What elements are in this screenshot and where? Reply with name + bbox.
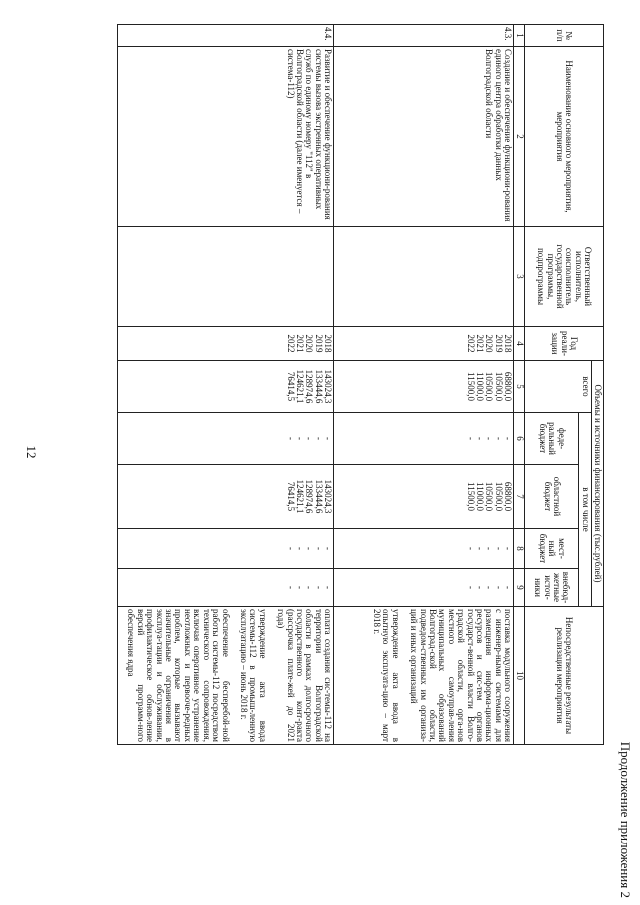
- header-executor: Ответственный исполнитель, соисполнитель государственной программы, подпрограммы: [525, 227, 604, 327]
- column-number: 5: [514, 361, 525, 413]
- column-number: 1: [514, 25, 525, 47]
- year-value: 2019: [493, 334, 504, 353]
- local-value: -: [474, 547, 485, 550]
- extra-list: [118, 569, 334, 607]
- years-list: [118, 327, 334, 361]
- extra-value: -: [285, 586, 296, 589]
- local-value: -: [304, 547, 315, 550]
- year-value: 2021: [474, 334, 485, 353]
- federal-value: -: [493, 437, 504, 440]
- executor: [334, 227, 514, 327]
- extra-value: -: [323, 586, 334, 589]
- result-text: утверждение акта ввода системы-112 в промыш-ленную эксплуатацию – июнь 2018 г.: [238, 609, 268, 742]
- header-total: всего: [525, 361, 591, 413]
- result-text: поставка модульного сооружения с инженер-ными системами для размещения информа-ционных ресурсов и сис-тем органов государст-венной власти Волго-градской области, орга-нов местного самоуправ-ления муниципальных образований Волгоград-ской области, подведом-ственных им организа-ций и иных организаций: [409, 609, 514, 742]
- extra-value: -: [484, 586, 495, 589]
- total-value: 10500,0: [484, 371, 495, 402]
- extra-value: -: [294, 586, 305, 589]
- local-value: -: [294, 547, 305, 550]
- federal-value: -: [304, 437, 315, 440]
- result-text: оплата создания сис-темы-112 на территории Волгоградской области в рамках долгосрочного государственного конт-ракта (рассрочка плате-жей до 2021 года): [276, 609, 334, 742]
- column-number: 7: [514, 465, 525, 529]
- extra-value: -: [304, 586, 315, 589]
- federal-value: -: [503, 437, 514, 440]
- extra-value: -: [474, 586, 485, 589]
- total-value: 143024,3: [323, 369, 334, 404]
- header-local: мест-ный бюджет: [525, 529, 579, 569]
- year-value: 2019: [313, 334, 324, 353]
- results-cell: [118, 607, 334, 745]
- regional-value: 10500,0: [484, 481, 495, 512]
- federal-value: -: [484, 437, 495, 440]
- results-cell: [334, 607, 514, 745]
- result-text: обеспечение бесперебой-ной работы системы-112 посредством технического сопровождения, включая оперативное устранение неотложных и первооче-редных проблем, которые вызывают значительные ограничения в эксплуа-тации и обслуживании, профилактическое обнов-ление версий программ-ного обеспечения ядра: [126, 609, 231, 742]
- local-list: [334, 529, 514, 569]
- local-list: [118, 529, 334, 569]
- extra-value: -: [313, 586, 324, 589]
- extra-value: -: [503, 586, 514, 589]
- local-value: -: [493, 547, 504, 550]
- year-value: 2020: [304, 334, 315, 353]
- table-row: [334, 25, 514, 745]
- total-value: 124621,1: [294, 369, 305, 404]
- local-value: -: [465, 547, 476, 550]
- local-value: -: [484, 547, 495, 550]
- header-including: в том числе: [579, 413, 591, 607]
- header-regional: областной бюджет: [525, 465, 579, 529]
- header-row-1: [591, 25, 603, 745]
- regional-value: 128974,6: [304, 479, 315, 514]
- federal-value: -: [313, 437, 324, 440]
- federal-value: -: [474, 437, 485, 440]
- year-value: 2021: [294, 334, 305, 353]
- federal-list: [334, 413, 514, 465]
- local-value: -: [323, 547, 334, 550]
- executor: [118, 227, 334, 327]
- header-measure-name: Наименование основного мероприятия, мероприятия: [525, 47, 604, 227]
- regional-list: [118, 465, 334, 529]
- total-list: [334, 361, 514, 413]
- column-number: 2: [514, 47, 525, 227]
- column-number: 6: [514, 413, 525, 465]
- regional-list: [334, 465, 514, 529]
- page-number: 12: [24, 445, 39, 459]
- table-row: [118, 25, 334, 745]
- regional-value: 133444,6: [313, 479, 324, 514]
- column-number: 8: [514, 529, 525, 569]
- total-value: 11000,0: [474, 372, 485, 401]
- federal-value: -: [323, 437, 334, 440]
- federal-value: -: [294, 437, 305, 440]
- row-number: 4.3.: [334, 25, 514, 47]
- header-extra: внебюд-жетные источ-ники: [525, 569, 579, 607]
- regional-value: 76414,5: [285, 481, 296, 512]
- federal-value: -: [465, 437, 476, 440]
- total-value: 133444,6: [313, 369, 324, 404]
- extra-value: -: [493, 586, 504, 589]
- column-number: 10: [514, 607, 525, 745]
- measure-name: Создание и обеспечение функциони-рования единого центра обработки данных Волгоградской области: [334, 47, 514, 227]
- year-value: 2018: [323, 334, 334, 353]
- total-value: 76414,5: [285, 371, 296, 402]
- local-value: -: [313, 547, 324, 550]
- regional-value: 124621,1: [294, 479, 305, 514]
- appendix-caption: Продолжение приложения 2: [618, 741, 633, 898]
- total-value: 10500,0: [493, 371, 504, 402]
- result-text: утверждение акта ввода в опытную эксплуата-цию – март 2018 г.: [371, 609, 401, 742]
- column-number: 3: [514, 227, 525, 327]
- program-measures-table: [117, 24, 604, 745]
- header-federal: феде-ральный бюджет: [525, 413, 579, 465]
- total-value: 68800,0: [503, 371, 514, 402]
- regional-value: 11500,0: [465, 482, 476, 511]
- measure-name: Развитие и обеспечение функциони-рования системы вызова экстренных оперативных служб по единому номеру "112" в Волгоградской области (далее именуется – система-112): [118, 47, 334, 227]
- regional-value: 143024,3: [323, 479, 334, 514]
- years-list: [334, 327, 514, 361]
- column-number: 9: [514, 569, 525, 607]
- total-value: 128974,6: [304, 369, 315, 404]
- header-financing-group: Объемы и источники финансирования (тыс.рублей): [591, 361, 603, 607]
- row-number: 4.4.: [118, 25, 334, 47]
- total-list: [118, 361, 334, 413]
- local-value: -: [503, 547, 514, 550]
- year-value: 2022: [285, 334, 296, 353]
- header-results: Непосредственные результаты реализации мероприятия: [525, 607, 604, 745]
- extra-value: -: [465, 586, 476, 589]
- total-value: 11500,0: [465, 372, 476, 401]
- header-num: № п/п: [525, 25, 604, 47]
- local-value: -: [285, 547, 296, 550]
- regional-value: 11000,0: [474, 482, 485, 511]
- year-value: 2018: [503, 334, 514, 353]
- federal-value: -: [285, 437, 296, 440]
- year-value: 2022: [465, 334, 476, 353]
- header-year: Год реали-зации: [525, 327, 604, 361]
- federal-list: [118, 413, 334, 465]
- year-value: 2020: [484, 334, 495, 353]
- extra-list: [334, 569, 514, 607]
- column-number: 4: [514, 327, 525, 361]
- regional-value: 10500,0: [493, 481, 504, 512]
- column-number-row: [514, 25, 525, 745]
- regional-value: 68800,0: [503, 481, 514, 512]
